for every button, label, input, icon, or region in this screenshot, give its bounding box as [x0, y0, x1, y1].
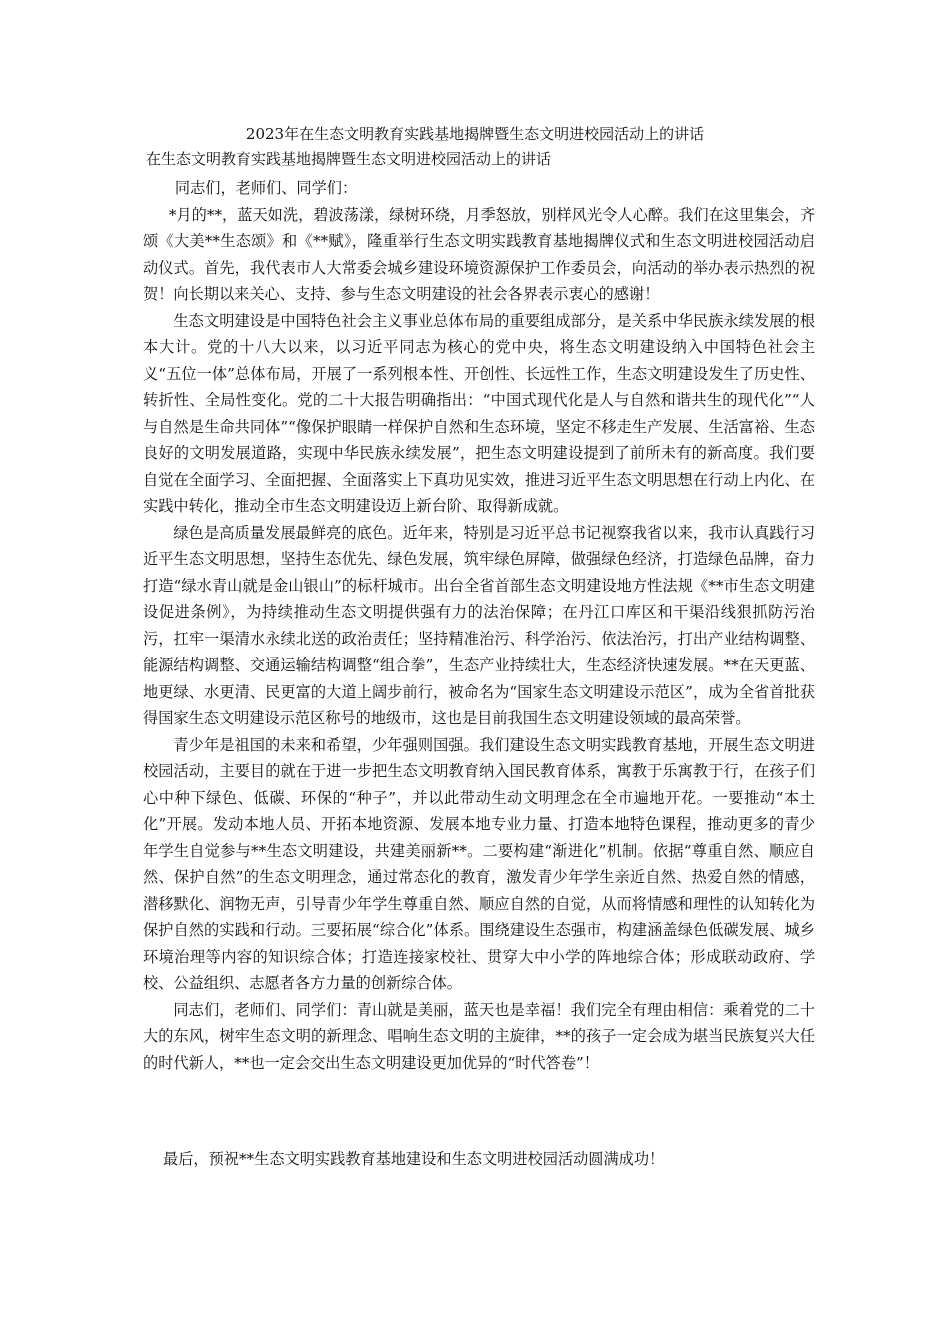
paragraph-youth-education: 青少年是祖国的未来和希望，少年强则国强。我们建设生态文明实践教育基地，开展生态文明进校园活动，主要目的就在于进一步把生态文明教育纳入国民教育体系，寓教于乐寓教于行，在孩子们心中种下绿色、低碳、环保的“种子”，并以此带动生动文明理念在全市遍地开花。一要推动“本土化”开展。发动本地人员、开拓本地资源、发展本地专业力量、打造本地特色课程，推动更多的青少年学生自觉参与**生态文明建设，共建美丽新**。二要构建“渐进化”机制。依据“尊重自然、顺应自然、保护自然”的生态文明理念，通过常态化的教育，激发青少年学生亲近自然、热爱自然的情感，潜移默化、润物无声，引导青少年学生尊重自然、顺应自然的自觉，从而将情感和理性的认知转化为保护自然的实践和行动。三要拓展“综合化”体系。围绕建设生态强市，构建涵盖绿色低碳发展、城乡环境治理等内容的知识综合体；打造连接家校社、贯穿大中小学的阵地综合体；形成联动政府、学校、公益组织、志愿者各方力量的创新综合体。: [143, 735, 815, 992]
paragraph-green-development: 绿色是高质量发展最鲜亮的底色。近年来，特别是习近平总书记视察我省以来，我市认真践行习近平生态文明思想，坚持生态优先、绿色发展，筑牢绿色屏障，做强绿色经济，打造绿色品牌，奋力打造“绿水青山就是金山银山”的标杆城市。出台全省首部生态文明建设地方性法规《**市生态文明建设促进条例》，为持续推动生态文明提供强有力的法治保障；在丹江口库区和干渠沿线狠抓防污治污，扛牢一渠清水永续北送的政治责任；坚持精准治污、科学治污、依法治污，打出产业结构调整、能源结构调整、交通运输结构调整“组合拳”，生态产业持续壮大，生态经济快速发展。**在天更蓝、地更绿、水更清、民更富的大道上阔步前行，被命名为“国家生态文明建设示范区”，成为全省首批获得国家生态文明建设示范区称号的地级市，这也是目前我国生态文明建设领域的最高荣誉。: [143, 523, 815, 727]
document-title: 2023年在生态文明教育实践基地揭牌暨生态文明进校园活动上的讲话: [245, 125, 705, 143]
document-body: [143, 175, 815, 1076]
document-subtitle: 在生态文明教育实践基地揭牌暨生态文明进校园活动上的讲话: [146, 150, 552, 168]
greeting: 同志们，老师们、同学们：: [174, 179, 358, 197]
paragraph-conclusion: 同志们，老师们、同学们：青山就是美丽，蓝天也是幸福！我们完全有理由相信：乘着党的二十大的东风，树牢生态文明的新理念、唱响生态文明的主旋律，**的孩子一定会成为堪当民族复兴大任的时代新人，**也一定会交出生态文明建设更加优异的“时代答卷”！: [143, 1000, 815, 1072]
paragraph-ecological-civilization: 生态文明建设是中国特色社会主义事业总体布局的重要组成部分，是关系中华民族永续发展的根本大计。党的十八大以来，以习近平同志为核心的党中央，将生态文明建设纳入中国特色社会主义“五位一体”总体布局，开展了一系列根本性、开创性、长远性工作，生态文明建设发生了历史性、转折性、全局性变化。党的二十大报告明确指出：“中国式现代化是人与自然和谐共生的现代化”“人与自然是生命共同体”“像保护眼睛一样保护自然和生态环境，坚定不移走生产发展、生活富裕、生态良好的文明发展道路，实现中华民族永续发展”，把生态文明建设提到了前所未有的新高度。我们要自觉在全面学习、全面把握、全面落实上下真功见实效，推进习近平生态文明思想在行动上内化、在实践中转化，推动全市生态文明建设迈上新台阶、取得新成就。: [143, 311, 815, 515]
closing-remark: 最后，预祝**生态文明实践教育基地建设和生态文明进校园活动圆满成功！: [163, 1150, 665, 1168]
paragraph-opening: *月的**，蓝天如洗，碧波荡漾，绿树环绕，月季怒放，别样风光令人心醉。我们在这里集会，齐颂《大美**生态颂》和《**赋》，隆重举行生态文明实践教育基地揭牌仪式和生态文明进校园活动启动仪式。首先，我代表市人大常委会城乡建设环境资源保护工作委员会，向活动的举办表示热烈的祝贺！向长期以来关心、支持、参与生态文明建设的社会各界表示衷心的感谢！: [143, 205, 815, 303]
